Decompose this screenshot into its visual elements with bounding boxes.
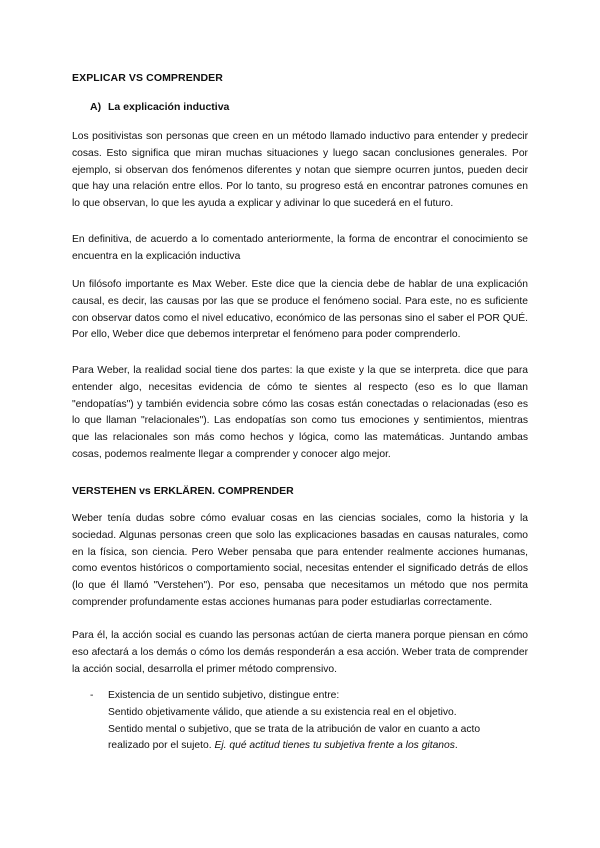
bullet-list	[90, 688, 528, 755]
paragraph-weber-dudas: Weber tenía dudas sobre cómo evaluar cosas en las ciencias sociales, como la historia y la sociedad. Algunas personas creen que solo las explicaciones basadas en causas naturales, como en la física, son ciencia. Pero Weber pensaba que para entender realmente acciones humanas, como eventos históricos o comportamiento social, necesitas entender el significado detrás de ellos (lo que él llamó "Verstehen"). Por eso, pensaba que necesitamos un método que nos permita comprender profundamente estas acciones humanas para poder estudiarlas correctamente.	[72, 513, 528, 608]
list-bullet: -	[90, 690, 94, 701]
paragraph-max-weber: Un filósofo importante es Max Weber. Este dice que la ciencia debe de hablar de una explicación causal, es decir, las causas por las que se produce el fenómeno social. Para este, no es suficiente con observar datos como el nivel educativo, económico de las personas sino el saber el POR QUÉ. Por ello, Weber dice que debemos interpretar el fenómeno para poder comprenderlo.	[72, 279, 528, 341]
list-line-4	[108, 738, 528, 755]
list-item	[108, 688, 528, 755]
paragraph-positivistas: Los positivistas son personas que creen en un método llamado inductivo para entender y predecir cosas. Esto significa que miran muchas situaciones y luego sacan conclusiones generales. Por ejemplo, si observan dos fenómenos diferentes y notan que siempre ocurren juntos, pueden decir que hay una relación entre ellos. Por lo tanto, su progreso está en encontrar patrones comunes en lo que observan, lo que les ayuda a explicar y adivinar lo que sucederá en el futuro.	[72, 131, 528, 210]
section-heading-verstehen: VERSTEHEN vs ERKLÄREN. COMPRENDER	[72, 485, 294, 497]
subsection-marker: A)	[90, 101, 102, 113]
list-line-4-end: .	[454, 740, 458, 752]
list-line-4-start: realizado por el sujeto.	[108, 740, 212, 752]
list-line-1: Existencia de un sentido subjetivo, distingue entre:	[108, 690, 340, 701]
paragraph-realidad-social: Para Weber, la realidad social tiene dos partes: la que existe y la que se interpreta. dice que para entender algo, necesitas evidencia de cómo te sientes al respecto (eso es lo que llaman "endopatías") y también evidencia sobre cómo las cosas están conectadas o relacionadas (eso es lo que llaman "relacionales"). Las endopatías son como tus emociones y sentimientos, mientras que las relacionales son más como hechos y lógica, como las matemáticas. Juntando ambas cosas, podemos realmente llegar a comprender y conocer algo mejor.	[72, 365, 528, 460]
subsection-label: La explicación inductiva	[108, 101, 230, 113]
paragraph-definitiva: En definitiva, de acuerdo a lo comentado anteriormente, la forma de encontrar el conocimiento se encuentra en la explicación inductiva	[72, 234, 528, 262]
document-title: EXPLICAR VS COMPRENDER	[72, 72, 223, 84]
subsection-heading	[90, 101, 229, 113]
list-line-3: Sentido mental o subjetivo, que se trata de la atribución de valor en cuanto a acto	[108, 723, 481, 735]
list-line-4-example: Ej. qué actitud tienes tu subjetiva frente a los gitanos	[214, 740, 455, 752]
paragraph-accion-social: Para él, la acción social es cuando las personas actúan de cierta manera porque piensan en cómo eso afectará a los demás o cómo los demás responderán a esa acción. Weber trata de comprender la acción social, desarrolla el primer método comprensivo.	[72, 630, 528, 675]
list-line-2: Sentido objetivamente válido, que atiende a su existencia real en el objetivo.	[108, 706, 457, 718]
